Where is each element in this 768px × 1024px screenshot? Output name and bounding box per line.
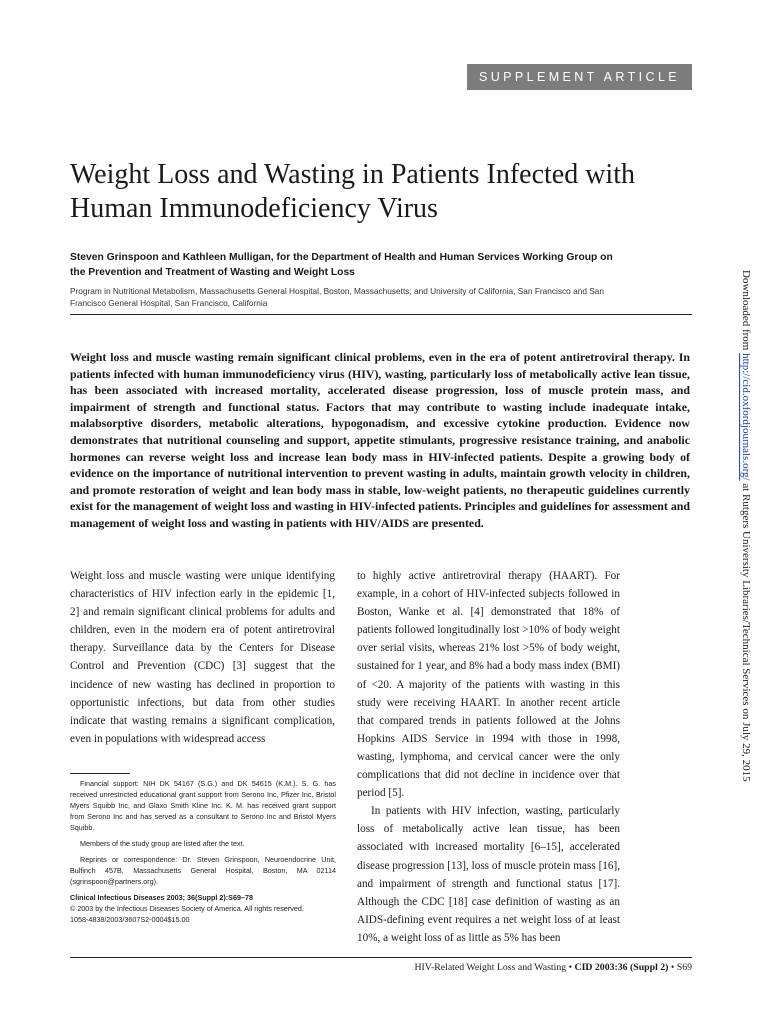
footer-divider bbox=[70, 957, 692, 958]
footnote-issn: 1058-4838/2003/3607S2-0004$15.00 bbox=[70, 915, 190, 924]
footer-bullet: • bbox=[670, 962, 675, 973]
download-watermark bbox=[740, 270, 752, 782]
footnote-divider bbox=[70, 773, 130, 774]
paper-title: Weight Loss and Wasting in Patients Infected with Human Immunodeficiency Virus bbox=[70, 159, 635, 224]
journal-link[interactable]: http://cid.oxfordjournals.org/ bbox=[740, 353, 752, 481]
abstract: Weight loss and muscle wasting remain significant clinical problems, even in the era of potent antiretroviral therapy. In patients infected with human immunodeficiency virus (HIV), wasting, particularly loss of metabolically active lean tissue, has been associated with increased mortality, accelerated disease progression, loss of muscle protein mass, and impairment of strength and functional status. Factors that may contribute to wasting include inadequate intake, malabsorptive disorders, metabolic alterations, hypogonadism, and excessive cytokine production. Evidence now demonstrates that nutritional counseling and support, appetite stimulants, progressive resistance training, and anabolic hormones can reverse weight loss and increase lean body mass in HIV-infected patients. Despite a growing body of evidence on the importance of nutritional intervention to prevent wasting in adults, maintain growth velocity in children, and promote restoration of weight and lean body mass in stable, low-weight patients, no therapeutic guidelines currently exist for the management of weight loss and wasting in HIV-infected patients. Principles and guidelines for assessment and management of weight loss and wasting in patients with HIV/AIDS are presented. bbox=[70, 350, 690, 530]
footnote-financial-support: Financial support: NIH DK 54167 (S.G.) and DK 54615 (K.M.). S. G. has received unrestricted educational grant support from Serono Inc, Pfizer Inc, Bristol Myers Squibb Inc, and Glaxo Smith Kline Inc. K. M. has received grant support from Serono Inc and has served as a consultant to Serono Inc and Bristol Myers Squibb. bbox=[70, 779, 336, 832]
footnotes bbox=[70, 778, 336, 925]
download-suffix: at Rutgers University Libraries/Technical Services on July 29, 2015 bbox=[740, 480, 752, 782]
running-title: HIV-Related Weight Loss and Wasting bbox=[414, 962, 567, 973]
journal-citation: CID 2003:36 (Suppl 2) bbox=[574, 962, 669, 973]
footnote-copyright: © 2003 by the Infectious Diseases Society of America. All rights reserved. bbox=[70, 904, 304, 913]
footer-bullet: • bbox=[568, 962, 573, 973]
body-left-column: Weight loss and muscle wasting were unique identifying characteristics of HIV infection early in the epidemic [1, 2] and remain significant clinical problems for adults and children, even in the modern era of potent antiretroviral therapy. Surveillance data by the Centers for Disease Control and Prevention (CDC) [3] suggest that the incidence of new wasting has declined in proportion to opportunistic infections, but data from other studies indicate that wasting remains a significant complication, even in populations with widespread access bbox=[70, 570, 335, 745]
download-prefix: Downloaded from bbox=[740, 270, 752, 354]
footnote-correspondence: Reprints or correspondence: Dr. Steven Grinspoon, Neuroendocrine Unit, Bulfinch 457B, Massachusetts General Hospital, Boston, MA 02114 (sgrinspoon@partners.org). bbox=[70, 855, 336, 886]
footnote-journal-citation: Clinical Infectious Diseases 2003; 36(Suppl 2):S69–78 bbox=[70, 893, 253, 902]
body-paragraph: In patients with HIV infection, wasting, particularly loss of metabolically active lean tissue, has been associated with increased mortality [6–15], accelerated disease progression [13], loss of muscle protein mass [16], and impairment of strength and functional status [17]. Although the CDC [18] case definition of wasting as an AIDS-defining event requires a net weight loss of at least 10%, a weight loss of as little as 5% has been bbox=[357, 805, 620, 944]
page-number: S69 bbox=[676, 962, 692, 973]
running-footer bbox=[300, 962, 692, 973]
body-right-column bbox=[357, 567, 620, 947]
author-line: Steven Grinspoon and Kathleen Mulligan, for the Department of Health and Human Services Working Group on the Prevention and Treatment of Wasting and Weight Loss bbox=[70, 252, 613, 278]
body-paragraph: to highly active antiretroviral therapy (HAART). For example, in a cohort of HIV-infected subjects followed in Boston, Wanke et al. [4] demonstrated that 18% of patients followed longitudinally lost >10% of body weight over serial visits, whereas 21% lost >5% of body weight, sustained for 1 year, and 8% had a body mass index (BMI) of <20. A majority of the patients with wasting in this study were receiving HAART. In another recent article that compared trends in patients followed at the Johns Hopkins AIDS Service in 1994 with those in 1998, wasting, lymphoma, and cervical cancer were the only complications that did not decline in incidence over that period [5]. bbox=[357, 570, 621, 800]
header-divider bbox=[70, 314, 692, 315]
footnote-study-group: Members of the study group are listed after the text. bbox=[80, 839, 245, 848]
supplement-article-banner: SUPPLEMENT ARTICLE bbox=[467, 64, 692, 90]
affiliations: Program in Nutritional Metabolism, Massachusetts General Hospital, Boston, Massachusetts; and University of California, San Francisco and San Francisco General Hospital, San Francisco, California bbox=[70, 286, 605, 308]
